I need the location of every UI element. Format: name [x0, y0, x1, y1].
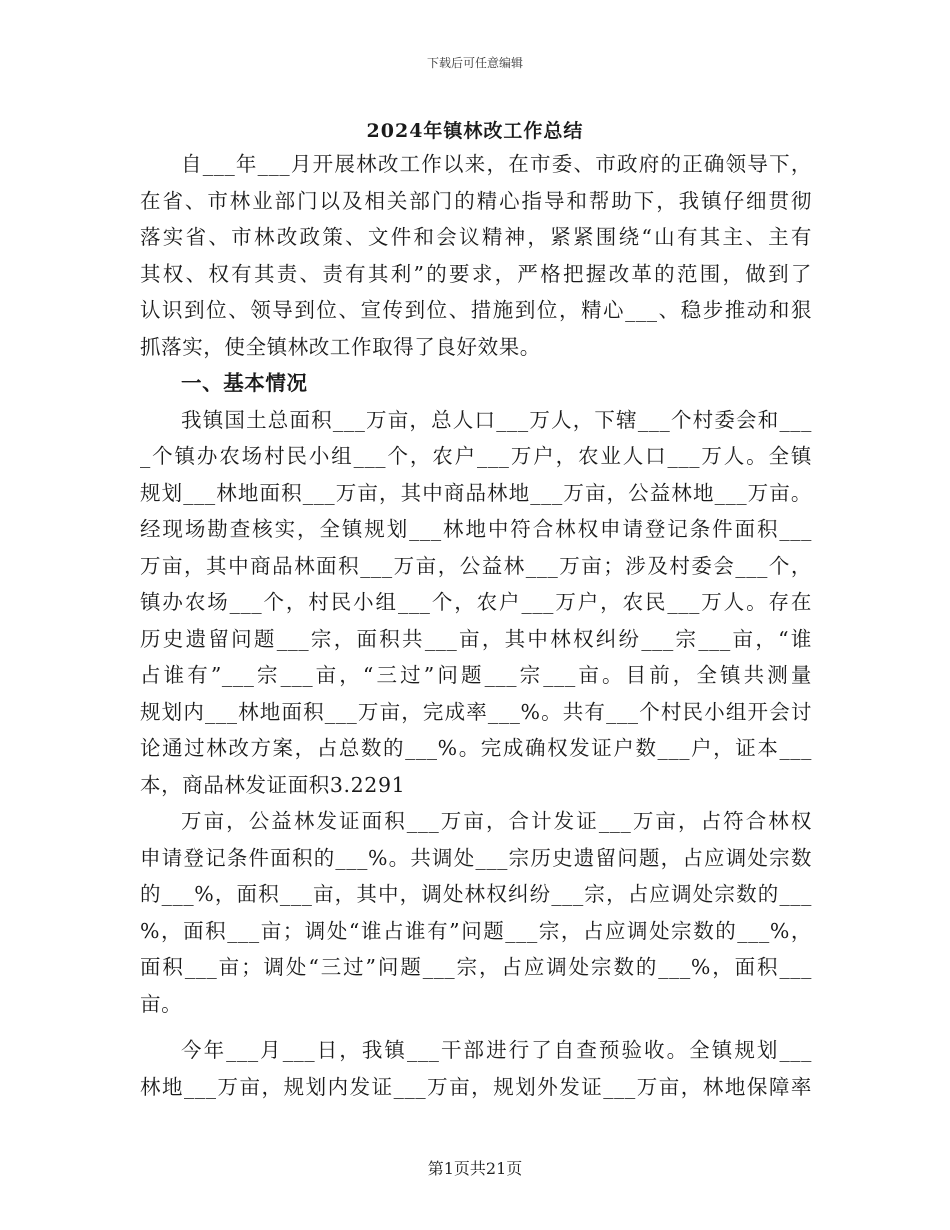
paragraph-line: 抓落实，使全镇林改工作取得了良好效果。 [140, 334, 541, 359]
paragraph-line: 本，商品林发证面积3.2291 [140, 772, 406, 797]
paragraph-line: 规划___林地面积___万亩，其中商品林地___万亩，公益林地___万亩。 [140, 480, 812, 505]
paragraph-line: 的___%，面积___亩，其中，调处林权纠纷___宗，占应调处宗数的___ [140, 882, 812, 906]
paragraph-line: 历史遗留问题___宗，面积共___亩，其中林权纠纷___宗___亩，“谁 [140, 626, 812, 651]
paragraph-line: 论通过林改方案，占总数的___%。完成确权发证户数___户，证本___ [140, 736, 812, 760]
paragraph-line: %，面积___亩；调处“谁占谁有”问题___宗，占应调处宗数的___%， [140, 918, 812, 943]
paragraph-line: 占谁有”___宗___亩，“三过”问题___宗___亩。目前，全镇共测量 [140, 663, 812, 687]
header-note: 下载后可任意编辑 [426, 56, 523, 70]
paragraph-line: 万亩，其中商品林面积___万亩，公益林___万亩；涉及村委会___个， [140, 553, 812, 578]
paragraph-line: 其权、权有其责、责有其利”的要求，严格把握改革的范围，做到了 [140, 261, 812, 286]
paragraph-line: 申请登记条件面积的___%。共调处___宗历史遗留问题，占应调处宗数 [140, 845, 812, 870]
paragraph-line: 今年___月___日，我镇___干部进行了自查预验收。全镇规划___ [181, 1038, 812, 1062]
document-body [140, 146, 812, 1105]
paragraph-line: 规划内___林地面积___万亩，完成率___%。共有___个村民小组开会讨 [140, 699, 812, 724]
paragraph-line: 面积___亩；调处“三过”问题___宗，占应调处宗数的___%，面积___ [140, 955, 812, 979]
paragraph-line: 自___年___月开展林改工作以来，在市委、市政府的正确领导下， [181, 152, 812, 176]
paragraph-line: 亩。 [140, 991, 183, 1016]
section-heading: 一、基本情况 [181, 371, 308, 395]
paragraph-gap [140, 1022, 812, 1032]
document-title: 2024年镇林改工作总结 [366, 120, 584, 142]
paragraph-line: 在省、市林业部门以及相关部门的精心指导和帮助下，我镇仔细贯彻 [140, 188, 812, 213]
page-number: 第1页共21页 [427, 1159, 523, 1178]
paragraph-line: 我镇国土总面积___万亩，总人口___万人，下辖___个村委会和___ [181, 407, 812, 432]
paragraph-line: 万亩，公益林发证面积___万亩，合计发证___万亩，占符合林权 [181, 809, 812, 833]
paragraph-line: _个镇办农场村民小组___个，农户___万户，农业人口___万人。全镇 [140, 444, 812, 468]
paragraph-line: 林地___万亩，规划内发证___万亩，规划外发证___万亩，林地保障率 [140, 1074, 812, 1099]
paragraph-line: 落实省、市林改政策、文件和会议精神，紧紧围绕“山有其主、主有 [140, 225, 812, 249]
paragraph-line: 认识到位、领导到位、宣传到位、措施到位，精心___、稳步推动和狠 [140, 298, 812, 322]
paragraph-line: 镇办农场___个，村民小组___个，农户___万户，农民___万人。存在 [140, 590, 812, 614]
paragraph-line: 经现场勘查核实，全镇规划___林地中符合林权申请登记条件面积___ [140, 517, 812, 541]
